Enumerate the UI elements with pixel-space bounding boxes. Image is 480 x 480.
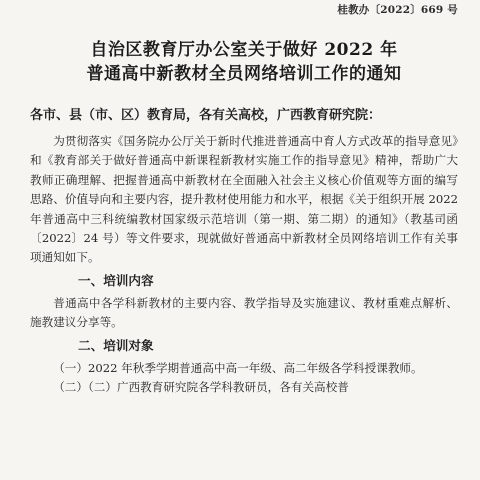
document-number: 桂教办〔2022〕669 号 <box>337 4 458 16</box>
training-content-paragraph: 普通高中各学科新教材的主要内容、教学指导及实施建议、教材重难点解析、施教建议分享等。 <box>30 295 458 330</box>
training-target-item-2: （二）（二）广西教育研究院各学科教研员，各有关高校普 <box>53 380 349 395</box>
document-title-line-2: 普通高中新教材全员网络培训工作的通知 <box>86 64 402 84</box>
recipients: 各市、县（市、区）教育局，各有关高校，广西教育研究院： <box>30 108 382 123</box>
section-heading-training-targets: 二、培训对象 <box>78 337 154 353</box>
training-target-item-1: （一）2022 年秋季学期普通高中高一年级、高二年级各学科授课教师。 <box>53 360 423 375</box>
document-title-line-1: 自治区教育厅办公室关于做好 2022 年 <box>90 40 398 60</box>
intro-paragraph: 为贯彻落实《国务院办公厅关于新时代推进普通高中育人方式改革的指导意见》和《教育部关于做好普通高中新课程新教材实施工作的指导意见》精神，帮助广大教师正确理解、把握普通高中新教材在全面融入社会主义核心价值观等方面的编写思路、价值导向和主要内容，提升教材使用能力和水平，根据《关于组织开展 2022 年普通高中三科统编教材国家级示范培训（第一期、第二期）的通知》（教基司函〔2022〕24 号）等文件要求，现就做好普通高中新教材全员网络培训工作有关事项通知如下。 <box>30 134 458 265</box>
section-heading-training-content: 一、培训内容 <box>78 272 154 288</box>
